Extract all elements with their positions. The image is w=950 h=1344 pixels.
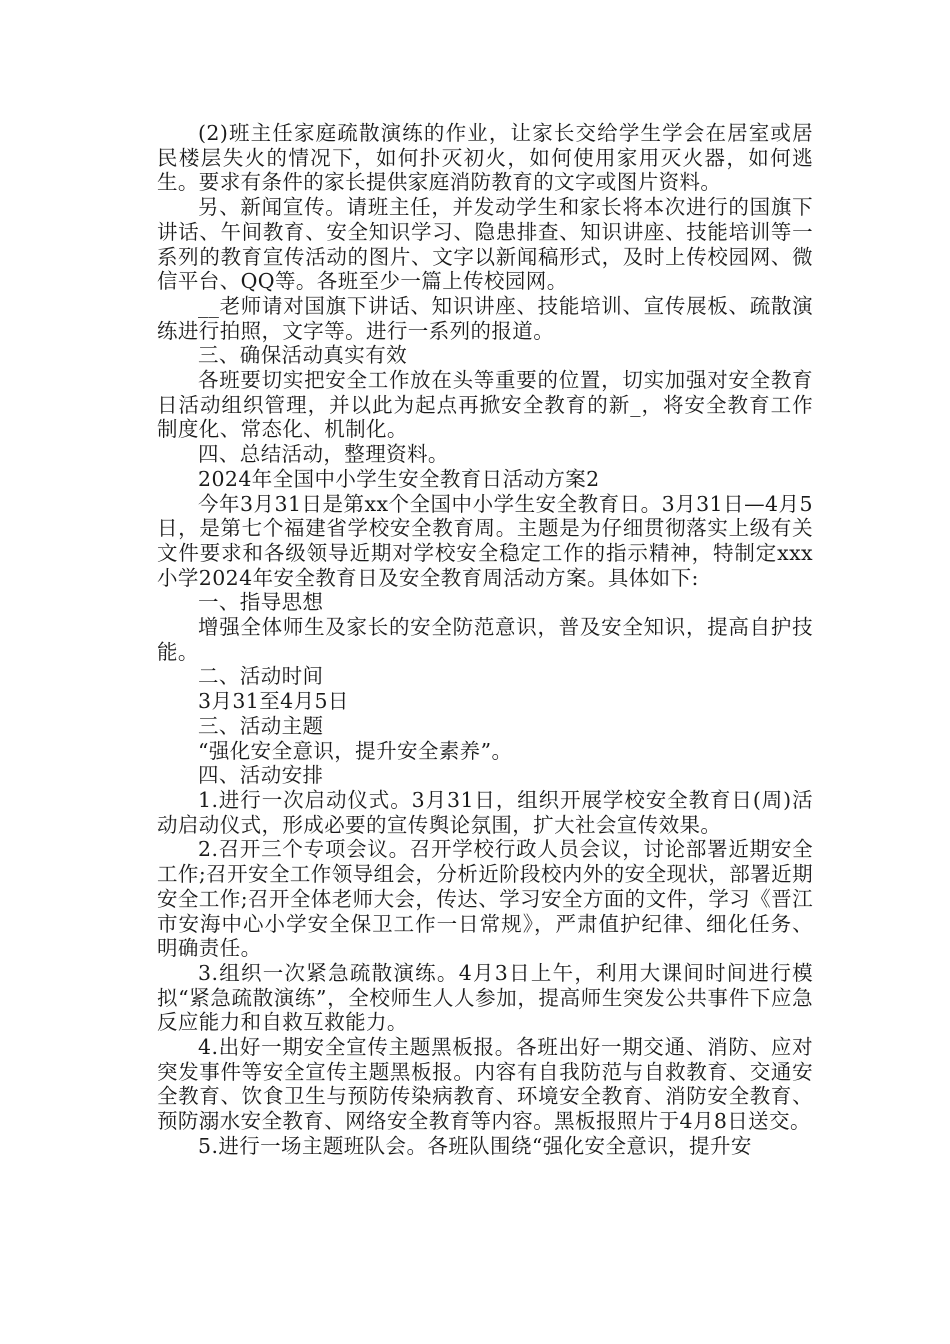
heading-plan-2: 2024年全国中小学生安全教育日活动方案2: [198, 466, 600, 491]
paragraph-activity-theme: “强化安全意识，提升安全素养”。: [198, 738, 513, 763]
heading-summarize-activity: 四、总结活动，整理资料。: [198, 442, 449, 467]
paragraph-home-evacuation-drill: (2)班主任家庭疏散演练的作业，让家长交给学生学会在居室或居民楼层失火的情况下，如何扑灭初火，如何使用家用灭火器，如何逃生。要求有条件的家长提供家庭消防教育的文字或图片资料。: [157, 121, 813, 195]
heading-ensure-activity-effective: 三、确保活动真实有效: [198, 343, 407, 368]
paragraph-arrangement-4: 4.出好一期安全宣传主题黑板报。各班出好一期交通、消防、应对突发事件等安全宣传主题黑板报。内容有自我防范与自救教育、交通安全教育、饮食卫生与预防传染病教育、环境安全教育、消防安全教育、预防溺水安全教育、网络安全教育等内容。黑板报照片于4月8日送交。: [157, 1035, 813, 1134]
paragraph-arrangement-3: 3.组织一次紧急疏散演练。4月3日上午，利用大课间时间进行模拟“紧急疏散演练”，全校师生人人参加，提高师生突发公共事件下应急反应能力和自救互救能力。: [157, 960, 813, 1035]
paragraph-class-safety-work: 各班要切实把安全工作放在头等重要的位置，切实加强对安全教育日活动组织管理，并以此为起点再掀安全教育的新_，将安全教育工作制度化、常态化、机制化。: [157, 368, 813, 442]
document-body: [157, 121, 813, 1159]
paragraph-plan-intro: 今年3月31日是第xx个全国中小学生安全教育日。3月31日—4月5日，是第七个福建省学校安全教育周。主题是为仔细贯彻落实上级有关文件要求和各级领导近期对学校安全稳定工作的指示精神，特制定xxx小学2024年安全教育日及安全教育周活动方案。具体如下:: [157, 491, 813, 590]
paragraph-arrangement-1: 1.进行一次启动仪式。3月31日，组织开展学校安全教育日(周)活动启动仪式，形成必要的宣传舆论氛围，扩大社会宣传效果。: [157, 787, 813, 837]
heading-activity-time: 二、活动时间: [198, 664, 324, 689]
paragraph-arrangement-5: 5.进行一场主题班队会。各班队围绕“强化安全意识，提升安: [198, 1133, 752, 1158]
heading-guiding-ideology: 一、指导思想: [198, 590, 324, 615]
heading-activity-arrangement: 四、活动安排: [198, 763, 324, 788]
paragraph-guiding-ideology: 增强全体师生及家长的安全防范意识，普及安全知识，提高自护技能。: [157, 615, 813, 664]
heading-activity-theme: 三、活动主题: [198, 713, 324, 738]
paragraph-arrangement-2: 2.召开三个专项会议。召开学校行政人员会议，讨论部署近期安全工作;召开安全工作领导组会，分析近阶段校内外的安全现状，部署近期安全工作;召开全体老师大会，传达、学习安全方面的文件，学习《晋江市安海中心小学安全保卫工作一日常规》，严肃值护纪律、细化任务、明确责任。: [157, 837, 813, 961]
paragraph-teacher-photos: __老师请对国旗下讲话、知识讲座、技能培训、宣传展板、疏散演练进行拍照，文字等。进行一系列的报道。: [157, 293, 813, 343]
paragraph-news-publicity: 另、新闻宣传。请班主任，并发动学生和家长将本次进行的国旗下讲话、午间教育、安全知识学习、隐患排查、知识讲座、技能培训等一系列的教育宣传活动的图片、文字以新闻稿形式，及时上传校园网、微信平台、QQ等。各班至少一篇上传校园网。: [157, 195, 813, 294]
paragraph-activity-time: 3月31至4月5日: [198, 689, 349, 714]
